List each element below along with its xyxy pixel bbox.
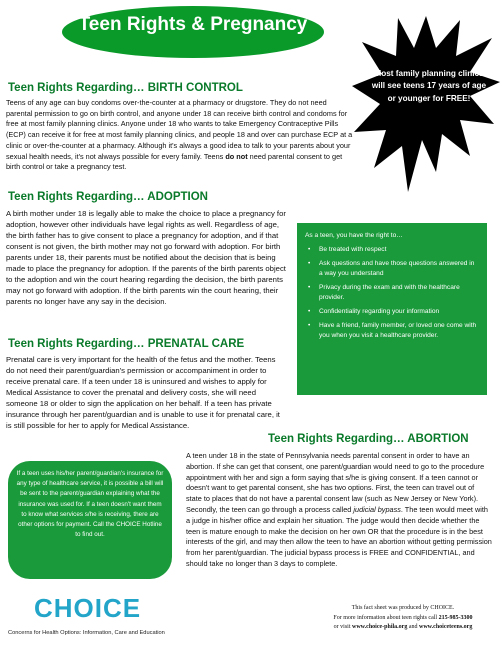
rights-list: [305, 245, 479, 341]
rights-item: • Have a friend, family member, or loved one come with you when you visit a healthcare provider.: [305, 321, 479, 341]
adoption-body: A birth mother under 18 is legally able to make the choice to place a pregnancy for adoption, however other individuals have legal rights as well. Regardless of age, the birth father has to give consent to place a pregnancy for adoption, and if that consent is not given, the birth mother may not go forward with adoption. For birth parents under 18, their parents must be notified about the decision that is being made to place the pregnancy for adoption. If the parents of the birth parents object to the adoption and win the court hearing regarding the decision, the birth parents may not go forward with adoption. If the birth parents win the court hearing, their parents no longer have any say in the decision.: [6, 209, 286, 306]
rights-item: • Be treated with respect: [305, 245, 479, 255]
star-callout: Most family planning clinics will see teens 17 years of age or younger for FREE!: [371, 69, 487, 103]
birth-control-text: Teens of any age can buy condoms over-the-counter at a pharmacy or drugstore. They do not need parental permission to go on birth control, and anyone under 18 can receive birth control and condoms for free at most family planning clinics. Anyone under 18 who wants to take Emergency Contraceptive Pills (ECP) can receive it for free at most family planning clinics, and people 18 and over can purchase ECP at a clinic or over-the-counter at a pharmacy. Although it's always a good idea to talk to your parents about your sexual health needs, it's not always possible for every family. Teens: [6, 98, 353, 161]
birth-control-emphasis: do not: [225, 151, 248, 161]
adoption-heading: Teen Rights Regarding… ADOPTION: [8, 191, 208, 203]
rights-item: • Confidentiality regarding your information: [305, 307, 479, 317]
website-link-choice-phila[interactable]: www.choice-phila.org: [352, 624, 408, 630]
prenatal-heading: Teen Rights Regarding… PRENATAL CARE: [8, 338, 245, 350]
footer-text: and: [407, 624, 420, 630]
rights-item: • Ask questions and have those questions answered in a way you understand: [305, 259, 479, 279]
footer-line-3: [312, 623, 494, 633]
teen-rights-box: [297, 223, 487, 395]
abortion-heading: Teen Rights Regarding… ABORTION: [268, 433, 469, 445]
rights-item: • Privacy during the exam and with the healthcare provider.: [305, 283, 479, 303]
footer-line-1: This fact sheet was produced by CHOICE.: [351, 605, 455, 611]
footer-text: or visit: [333, 624, 352, 630]
insurance-hotline-box: If a teen uses his/her parent/guardian's insurance for any type of healthcare service, it is possible a bill will be sent to the parent/guardian explaining what the insurance was used for. If a teen doesn't want them to know what services s/he is receiving, there are other options for payment. Call the CHOICE Hotline to find out.: [8, 461, 172, 579]
website-link-choiceteens[interactable]: www.choiceteens.org: [419, 624, 473, 630]
birth-control-heading: Teen Rights Regarding… BIRTH CONTROL: [8, 82, 243, 94]
footer-note: [312, 604, 494, 633]
choice-logo: CHOICE: [34, 593, 142, 623]
logo-tagline: Concerns for Health Options: Information, Care and Education: [8, 630, 165, 636]
prenatal-body: Prenatal care is very important for the health of the fetus and the mother. Teens do not need their parent/guardian's permission or accompaniment in order to receive prenatal care. If a teen under 18 is uninsured and wishes to apply for Medical Assistance to cover the prenatal and delivery costs, she will need someone 18 or older to sign the application on her behalf. If a teen has private insurance through her parent/guardian and is unable to use it for prenatal care, it is still possible for her to apply for Medical Assistance.: [6, 355, 280, 430]
abortion-text-end: . The teen would meet with a judge in his/her office and explain her situation. The judge would then decide whether the teen is mature enough to make the decision on her own OR that the procedure is in the best interests of the girl, and may then allow the teen to have an abortion without getting permission from her parent/guardian. The judicial bypass process is FREE and CONFIDENTIAL, and should take no longer than 3 days to complete.: [186, 504, 492, 568]
hotline-phone[interactable]: 215-985-3300: [438, 614, 473, 621]
page-title: Teen Rights & Pregnancy: [78, 14, 308, 35]
footer-text: For more information about teen rights call: [333, 614, 439, 621]
birth-control-text-end: need parental consent to get birth control or take a pregnancy test.: [6, 151, 343, 172]
starburst-icon: [352, 16, 500, 194]
abortion-text: A teen under 18 in the state of Pennsylvania needs parental consent in order to have an abortion. If she can get that consent, one parent/guardian would need to go to the procedure appointment with her and sign a form saying that s/he is giving consent. If a teen cannot or doesn't want to get parental consent, she has two options. First, the teen can travel out of state to places that do not have a parental consent law (such as New Jersey or New York). Secondly, the teen can go through a process called: [186, 451, 485, 514]
rights-intro: As a teen, you have the right to…: [305, 232, 403, 239]
birth-control-body: [6, 98, 354, 173]
abortion-emphasis: judicial bypass: [353, 504, 401, 514]
abortion-body: [186, 451, 492, 570]
footer-line-2: [312, 614, 494, 624]
